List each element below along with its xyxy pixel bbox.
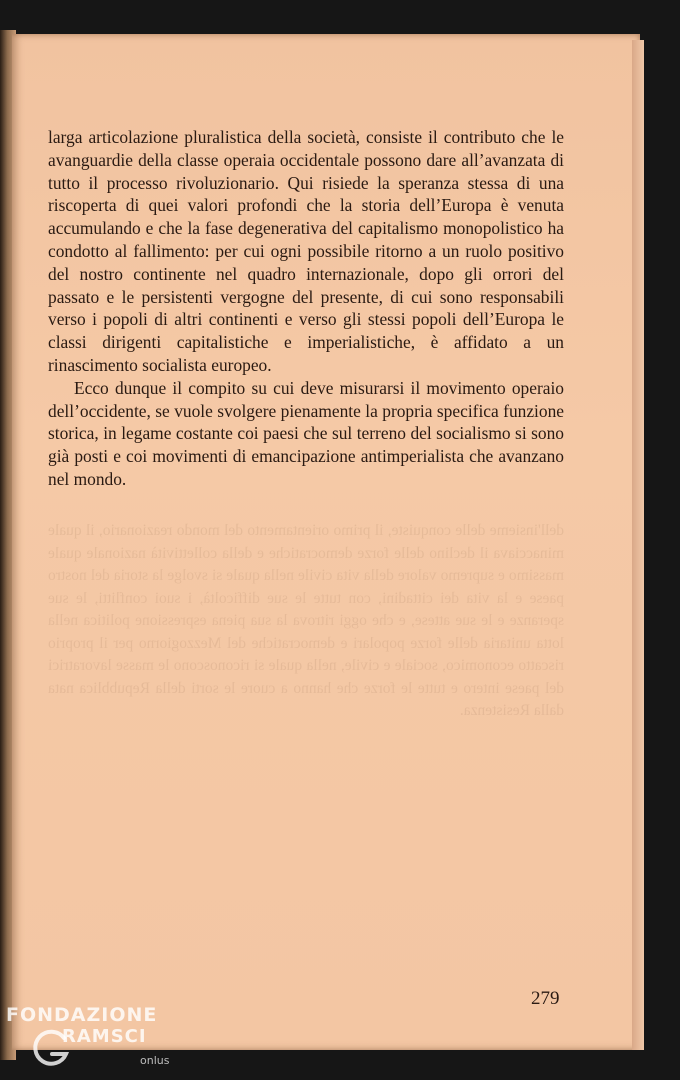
watermark-logo	[2, 1004, 182, 1080]
bleed-through-text: dell'insieme delle conquiste, il primo orientamento del mondo reazionario, il quale minacciava il declino delle forze democratiche e della collettività nazionale quale massimo e supremo valore della vita civile nella quale si svolge la storia del nostro paese e la vita dei cittadini, con tutte le sue difficoltà, i suoi conflitti, le sue speranze e le sue attese, e che oggi ritrova la sua piena espressione politica nella lotta unitaria delle forze popolari e democratiche del Mezzogiorno per il proprio riscatto economico, sociale e civile, nella quale si riconoscono le masse lavoratrici del paese intero e tutte le forze che hanno a cuore le sorti della Repubblica nata dalla Resistenza.	[48, 522, 564, 719]
paragraph-1: larga articolazione pluralistica della società, consiste il contributo che le avanguardie della classe operaia occidentale possono dare all’avanzata di tutto il processo rivoluzionario. Qui risiede la speranza stessa di una riscoperta di quei valori profondi che la storia dell’Europa è venuta accumulando e che la fase degenerativa del capitalismo monopolistico ha condotto al fallimento: per cui ogni possibile ritorno a un ruolo positivo del nostro continente nel quadro internazionale, dopo gli orrori del passato e le persistenti vergogne del presente, di cui sono responsabili verso i popoli di altri continenti e verso gli stessi popoli dell’Europa le classi dirigenti capitalistiche e imperialistiche, è affidato a un rinascimento socialista europeo.	[48, 127, 564, 375]
body-text	[48, 126, 564, 491]
watermark-line-1: FONDAZIONE	[6, 1004, 158, 1026]
page-number: 279	[531, 988, 560, 1009]
watermark-line-2: RAMSCI	[62, 1026, 147, 1047]
paragraph-2: Ecco dunque il compito su cui deve misurarsi il movimento operaio dell’occidente, se vuole svolgere pienamente la propria specifica funzione storica, in legame costante coi paesi che sul terreno del socialismo si sono già posti e coi movimenti di emancipazione antimperialista che avanzano nel mondo.	[48, 377, 564, 489]
page-edge	[632, 40, 644, 1050]
watermark-line-3: onlus	[140, 1054, 170, 1067]
